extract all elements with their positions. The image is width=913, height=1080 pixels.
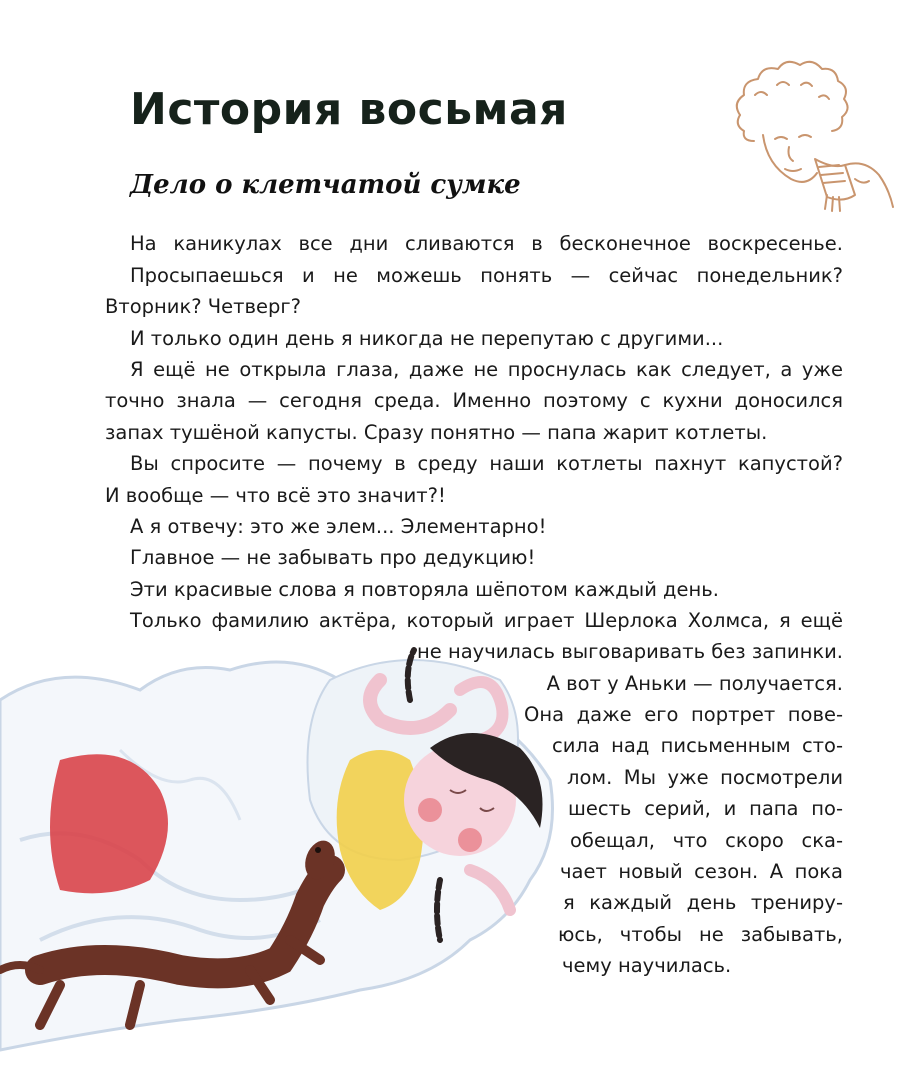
text-line: лом. Мы уже посмотрели	[567, 766, 843, 789]
text-line: запах тушёной капусты. Сразу понятно — папа жарит котлеты.	[105, 421, 768, 444]
sherlock-portrait-sketch-icon	[715, 55, 900, 215]
text-line: я каждый день трениру-	[563, 891, 843, 914]
text-line: не научилась выговаривать без запинки.	[417, 640, 843, 663]
text-line: Только фамилию актёра, который играет Шерлока Холмса, я ещё	[130, 609, 843, 632]
text-line: Главное — не забывать про дедукцию!	[130, 546, 536, 569]
text-line: шесть серий, и папа по-	[568, 797, 843, 820]
text-line: И только один день я никогда не перепутаю с другими...	[130, 327, 724, 350]
text-line: Эти красивые слова я повторяла шёпотом каждый день.	[130, 578, 719, 601]
chapter-title: История восьмая	[130, 84, 568, 135]
text-line: А вот у Аньки — получается.	[546, 672, 843, 695]
text-line: Она даже его портрет пове-	[524, 703, 843, 726]
text-line: Просыпаешься и не можешь понять — сейчас понедельник?	[130, 264, 843, 287]
text-line: точно знала — сегодня среда. Именно поэтому с кухни доносился	[105, 389, 843, 412]
text-line: чему научилась.	[562, 954, 732, 977]
text-line: Вы спросите — почему в среду наши котлеты пахнут капустой?	[130, 452, 843, 475]
text-line: сила над письменным сто-	[552, 734, 843, 757]
text-line: На каникулах все дни сливаются в бесконечное воскресенье.	[130, 232, 843, 255]
text-line: обещал, что скоро ска-	[570, 829, 843, 852]
text-line: А я отвечу: это же элем... Элементарно!	[130, 515, 547, 538]
chapter-subtitle: Дело о клетчатой сумке	[130, 170, 521, 200]
text-line: И вообще — что всё это значит?!	[105, 484, 446, 507]
text-line: Я ещё не открыла глаза, даже не проснулась как следует, а уже	[130, 358, 843, 381]
sleeping-girl-with-dachshund-illustration	[0, 640, 580, 1070]
text-line: юсь, чтобы не забывать,	[558, 923, 843, 946]
text-line: чает новый сезон. А пока	[560, 860, 843, 883]
text-line: Вторник? Четверг?	[105, 295, 301, 318]
